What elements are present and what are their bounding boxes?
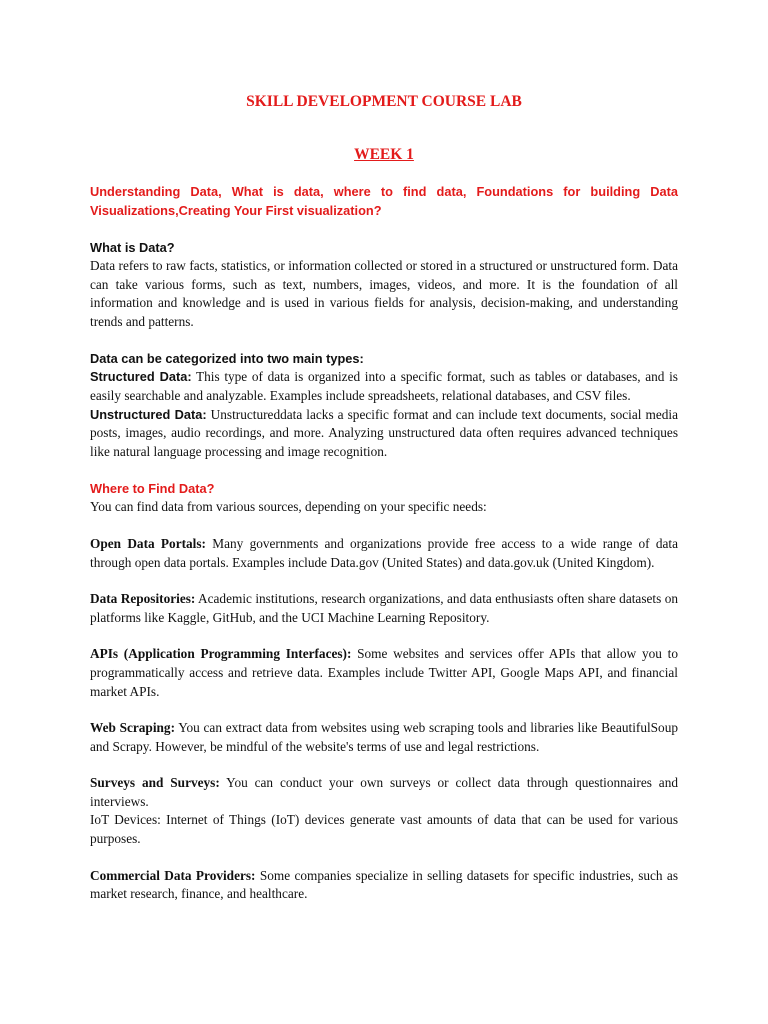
- source-commercial-data-providers: [90, 867, 678, 904]
- source-text: You can extract data from websites using web scraping tools and libraries like BeautifulSoup and Scrapy. However, be mindful of the website's terms of use and legal restrictions.: [90, 720, 679, 754]
- structured-data-text: This type of data is organized into a specific format, such as tables or databases, and is easily searchable and analyzable. Examples include spreadsheets, relational databases, and CSV files.: [90, 369, 678, 403]
- source-text: Many governments and organizations provide free access to a wide range of data through open data portals. Examples include Data.gov (United States) and data.gov.uk (United Kingdom).: [90, 535, 679, 570]
- source-label: Commercial Data Providers:: [90, 867, 256, 883]
- what-is-data-text: Data refers to raw facts, statistics, or information collected or stored in a structured or unstructured form. Data can take various forms, such as text, numbers, images, videos, and more. It is the foundation of all information and knowledge and is used in various fields for analysis, decision-making, and understanding trends and patterns.: [90, 258, 678, 329]
- source-open-data-portals: [90, 535, 678, 572]
- week-heading: WEEK 1: [354, 146, 414, 163]
- source-text: Some websites and services offer APIs that allow you to programmatically access and retrieve data. Examples include Twitter API, Google Maps API, and financial market APIs.: [90, 646, 678, 699]
- source-label: APIs (Application Programming Interfaces):: [90, 646, 352, 662]
- source-web-scraping: [90, 719, 678, 756]
- unstructured-data-label: Unstructured Data:: [90, 406, 207, 422]
- structured-data-label: Structured Data:: [90, 369, 192, 385]
- source-label: Open Data Portals:: [90, 535, 206, 551]
- document-title: SKILL DEVELOPMENT COURSE LAB: [246, 93, 522, 110]
- intro-heading: Understanding Data, What is data, where to find data, Foundations for building Data Visualizations,Creating Your First visualization?: [90, 184, 678, 218]
- source-label: Web Scraping:: [90, 720, 175, 736]
- types-heading: Data can be categorized into two main types:: [90, 351, 364, 367]
- where-to-find-text: You can find data from various sources, depending on your specific needs:: [90, 499, 487, 515]
- what-is-data-heading: What is Data?: [90, 240, 175, 255]
- source-label: Data Repositories:: [90, 591, 196, 607]
- where-to-find-heading: Where to Find Data?: [90, 481, 215, 497]
- source-data-repositories: [90, 590, 678, 627]
- source-apis: [90, 645, 678, 701]
- structured-data-paragraph: [90, 368, 678, 405]
- source-text: Academic institutions, research organizations, and data enthusiasts often share datasets on platforms like Kaggle, GitHub, and the UCI Machine Learning Repository.: [90, 591, 678, 625]
- unstructured-data-paragraph: [90, 406, 678, 462]
- source-label: Surveys and Surveys:: [90, 775, 220, 791]
- source-text: Some companies specialize in selling datasets for specific industries, such as market research, finance, and healthcare.: [90, 867, 678, 902]
- source-iot-devices: IoT Devices: Internet of Things (IoT) devices generate vast amounts of data that can be used for various purposes.: [90, 812, 678, 847]
- unstructured-data-text: Unstructureddata lacks a specific format and can include text documents, social media posts, images, audio recordings, and more. Analyzing unstructured data often requires advanced techniques like natural language processing and image recognition.: [90, 406, 678, 459]
- source-text: You can conduct your own surveys or collect data through questionnaires and interviews.: [90, 775, 678, 809]
- document-page: [90, 92, 678, 904]
- source-surveys: [90, 774, 678, 811]
